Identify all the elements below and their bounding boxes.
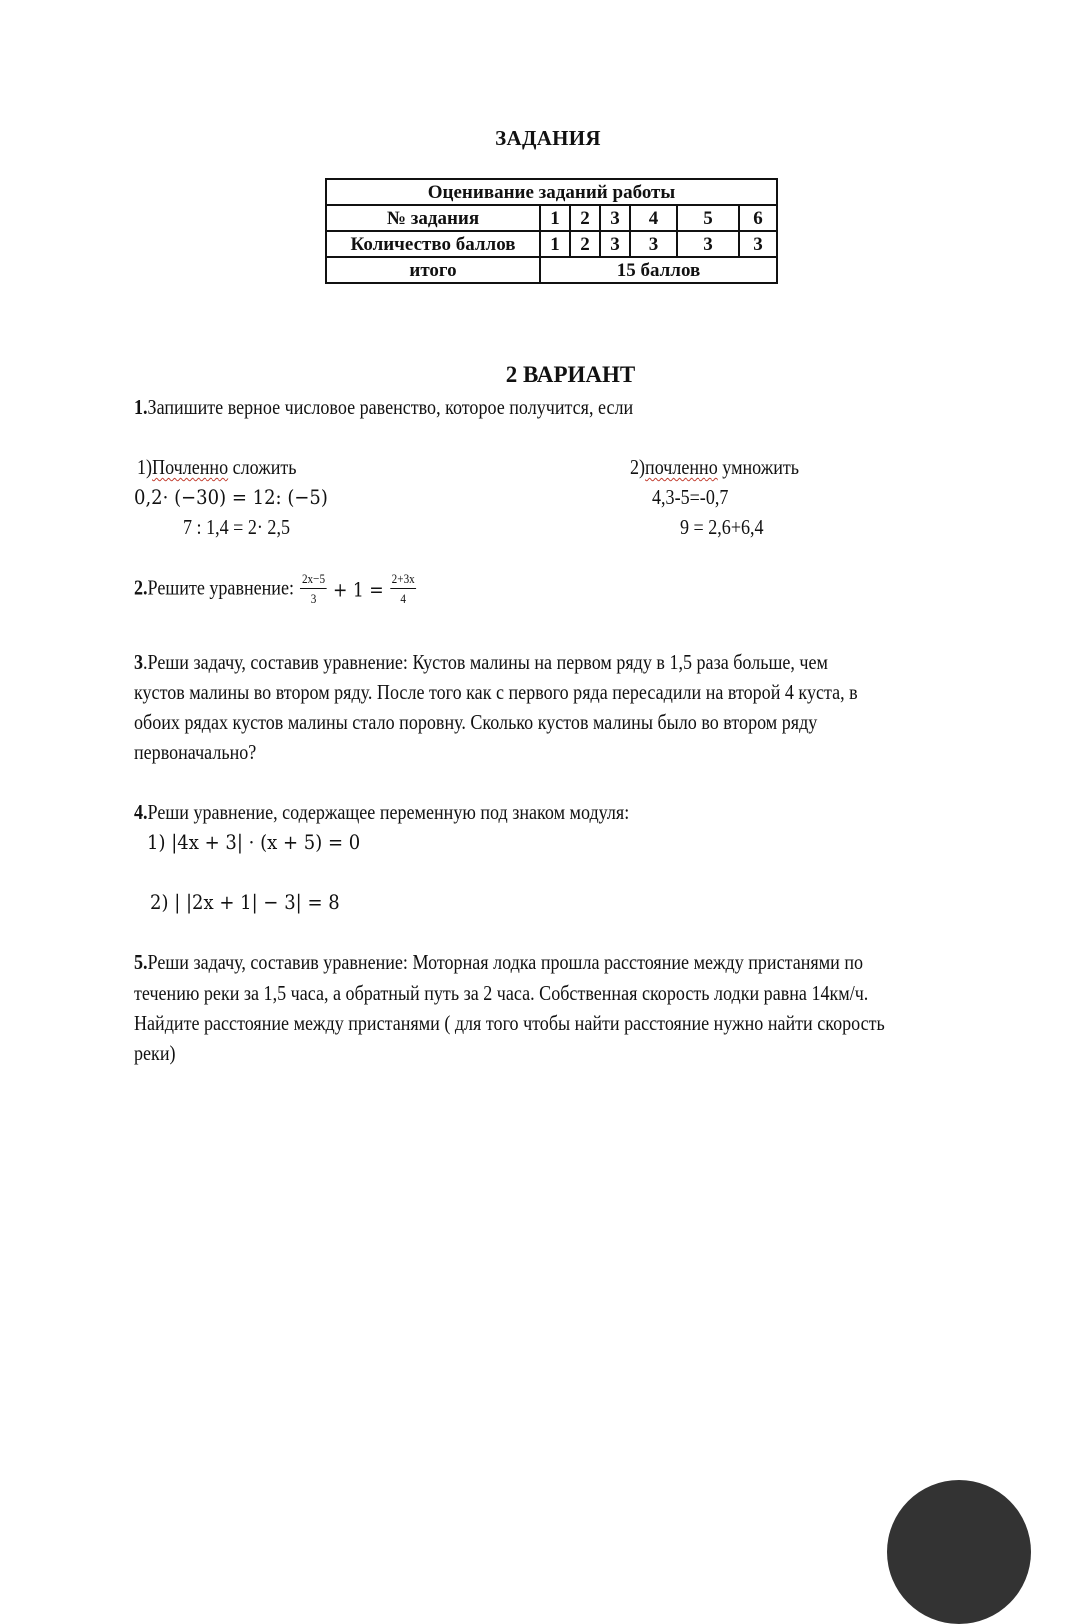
task4-statement <box>134 800 629 825</box>
task3-line-3: обоих рядах кустов малины стало поровну. Сколько кустов малины было во втором ряду <box>134 710 818 734</box>
points-cell: 1 <box>540 231 570 257</box>
task5-line-2: течению реки за 1,5 часа, а обратный путь за 2 часа. Собственная скорость лодки равна 14км/ч. <box>134 981 869 1005</box>
points-cell: 3 <box>677 231 739 257</box>
task3-line-1 <box>134 650 828 675</box>
task5-line-4: реки) <box>134 1041 176 1065</box>
task5-line-3: Найдите расстояние между пристанями ( для того чтобы найти расстояние нужно найти скорость <box>134 1011 885 1035</box>
task1-left-equation-1: 0,2· (−30) = 12: (−5) <box>134 485 328 509</box>
label-rest: умножить <box>717 455 800 479</box>
task3-line-2: кустов малины во втором ряду. После того как с первого ряда пересадили на второй 4 куста, в <box>134 680 858 704</box>
points-row-label: Количество баллов <box>326 231 540 257</box>
spellcheck-word: Почленно <box>152 455 229 479</box>
task2-statement <box>134 572 418 607</box>
task-number-cell: 6 <box>739 205 777 231</box>
variant-heading: 2 ВАРИАНТ <box>505 362 636 387</box>
task-number-cell: 1 <box>540 205 570 231</box>
fraction-left <box>300 572 327 607</box>
task4-number: 4. <box>134 800 148 824</box>
task4-equation-1: 1) |4x + 3| · (x + 5) = 0 <box>147 830 361 854</box>
fraction-denominator: 3 <box>310 590 317 606</box>
task2-text: Решите уравнение: <box>147 575 295 600</box>
task-number-cell: 5 <box>677 205 739 231</box>
task1-right-equation-1: 4,3-5=-0,7 <box>652 485 729 509</box>
task3-line-4: первоначально? <box>134 740 257 764</box>
task1-right-equation-2: 9 = 2,6+6,4 <box>680 515 764 539</box>
task1-text: Запишите верное числовое равенство, которое получится, если <box>147 395 634 419</box>
task5-number: 5. <box>134 950 148 974</box>
total-label: итого <box>326 257 540 283</box>
fraction-numerator: 2x−5 <box>300 572 327 589</box>
fraction-numerator: 2+3x <box>390 572 417 589</box>
points-cell: 3 <box>630 231 677 257</box>
table-row <box>326 179 777 205</box>
equation-middle: + 1 = <box>333 577 384 602</box>
task1-right-label <box>630 455 799 480</box>
task5-line-1 <box>134 950 863 975</box>
score-table <box>325 178 778 284</box>
fraction-right <box>390 572 417 607</box>
task5-text: Реши задачу, составив уравнение: Моторная лодка прошла расстояние между пристанями по <box>147 950 864 974</box>
task4-text: Реши уравнение, содержащее переменную под знаком модуля: <box>147 800 630 824</box>
task1-left-label <box>137 455 297 480</box>
task4-equation-2: 2) | |2x + 1| − 3| = 8 <box>150 890 340 914</box>
label-prefix: 2) <box>630 455 646 479</box>
label-rest: сложить <box>228 455 297 479</box>
task1-statement <box>134 395 633 420</box>
table-title: Оценивание заданий работы <box>326 179 777 205</box>
points-cell: 3 <box>600 231 630 257</box>
task-number-cell: 2 <box>570 205 600 231</box>
task-number-cell: 3 <box>600 205 630 231</box>
fraction-denominator: 4 <box>400 590 407 606</box>
task1-number: 1. <box>134 395 148 419</box>
task3-number: 3 <box>134 650 144 674</box>
task3-text: .Реши задачу, составив уравнение: Кустов малины на первом ряду в 1,5 раза больше, чем <box>143 650 828 674</box>
points-cell: 2 <box>570 231 600 257</box>
label-prefix: 1) <box>137 455 153 479</box>
task-row-label: № задания <box>326 205 540 231</box>
table-row <box>326 231 777 257</box>
table-row <box>326 205 777 231</box>
page-heading: ЗАДАНИЯ <box>495 126 601 150</box>
total-value: 15 баллов <box>540 257 777 283</box>
spellcheck-word: почленно <box>645 455 718 479</box>
task2-number: 2. <box>134 575 148 600</box>
task-number-cell: 4 <box>630 205 677 231</box>
points-cell: 3 <box>739 231 777 257</box>
task1-left-equation-2: 7 : 1,4 = 2· 2,5 <box>183 515 291 539</box>
floating-action-button[interactable] <box>887 1480 1031 1624</box>
table-row <box>326 257 777 283</box>
